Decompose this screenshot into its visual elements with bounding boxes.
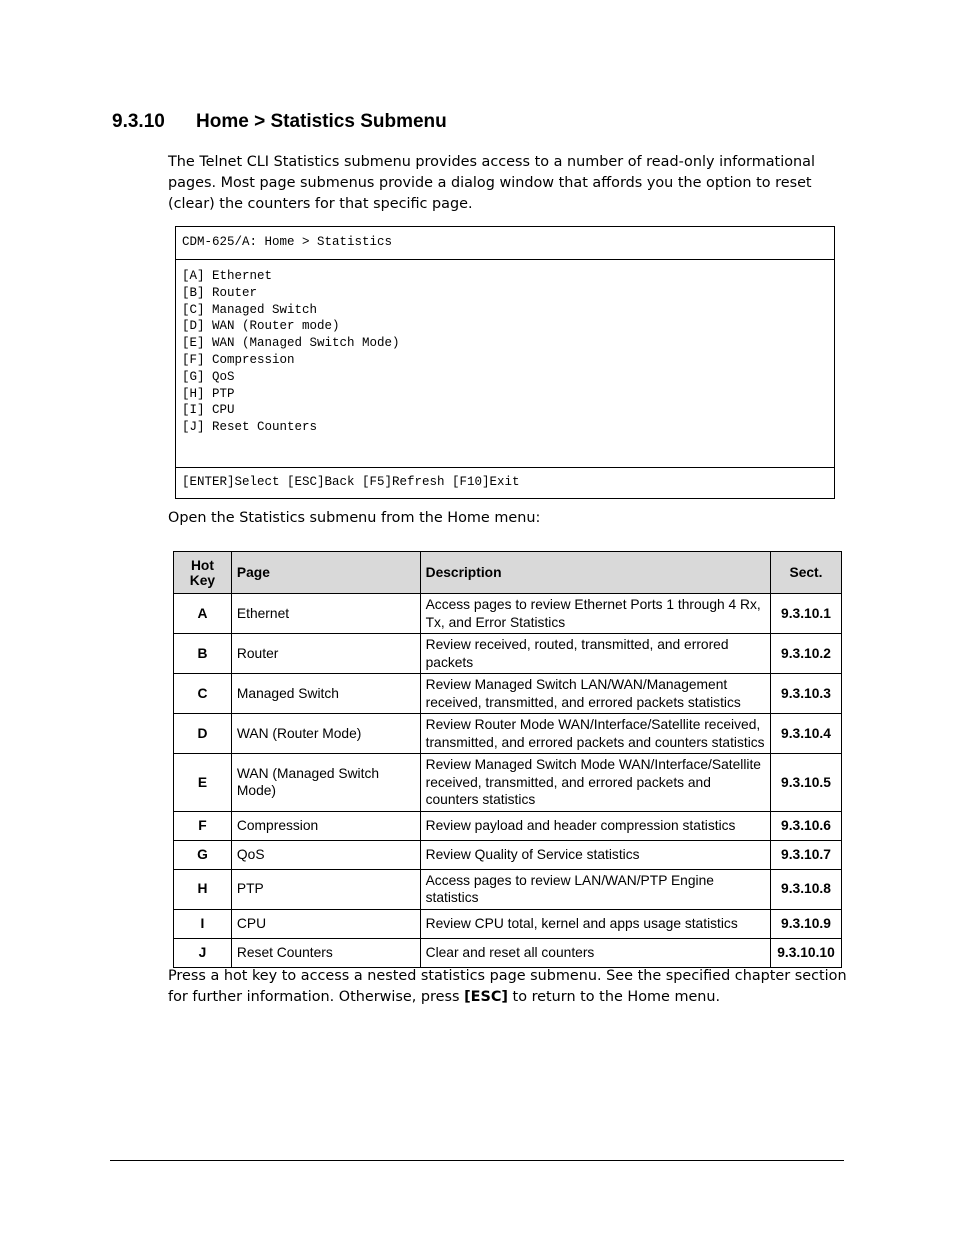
hot-key-cell: B [174, 634, 232, 674]
terminal-menu [176, 260, 834, 467]
hot-key-cell: J [174, 938, 232, 967]
page-cell: Compression [231, 811, 420, 840]
sect-cell: 9.3.10.4 [770, 714, 841, 754]
closing-text-before: Press a hot key to access a nested statistics page submenu. See the specified chapter section for further information. Otherwise, press [168, 968, 847, 1005]
table-row [174, 754, 842, 812]
hot-key-cell: F [174, 811, 232, 840]
table-row [174, 811, 842, 840]
table-row [174, 714, 842, 754]
description-cell: Review Managed Switch LAN/WAN/Management received, transmitted, and errored packets statistics [420, 674, 770, 714]
hot-key-cell: C [174, 674, 232, 714]
hot-key-cell: E [174, 754, 232, 812]
sect-cell: 9.3.10.1 [770, 594, 841, 634]
closing-paragraph [168, 966, 848, 1008]
page-cell: WAN (Router Mode) [231, 714, 420, 754]
header-sect: Sect. [770, 552, 841, 594]
page-cell: Reset Counters [231, 938, 420, 967]
intro-paragraph: The Telnet CLI Statistics submenu provides access to a number of read-only informational pages. Most page submenus provide a dialog window that affords you the option to reset (clear) the counters for that specific page. [168, 154, 815, 212]
section-number: 9.3.10 [112, 111, 165, 132]
terminal-menu-item: [D] WAN (Router mode) [182, 319, 340, 334]
description-cell: Review Managed Switch Mode WAN/Interface/Satellite received, transmitted, and errored packets and counters statistics [420, 754, 770, 812]
terminal-menu-item: [C] Managed Switch [182, 302, 318, 317]
terminal-menu-item: [A] Ethernet [182, 269, 273, 283]
hot-key-cell: I [174, 909, 232, 938]
terminal-menu-item: [B] Router [182, 285, 258, 300]
page-cell: QoS [231, 840, 420, 869]
section-heading [112, 111, 447, 133]
sect-cell: 9.3.10.8 [770, 869, 841, 909]
description-cell: Review received, routed, transmitted, and errored packets [420, 634, 770, 674]
hot-key-cell: A [174, 594, 232, 634]
table-row [174, 674, 842, 714]
terminal-menu-item: [J] Reset Counters [182, 420, 318, 435]
footer-rule [110, 1160, 844, 1161]
table-header-row [174, 552, 842, 594]
section-title: Home > Statistics Submenu [196, 111, 447, 132]
closing-text-after: to return to the Home menu. [507, 989, 721, 1005]
open-instruction: Open the Statistics submenu from the Home menu: [168, 510, 541, 526]
page-cell: WAN (Managed Switch Mode) [231, 754, 420, 812]
table-row [174, 634, 842, 674]
sect-cell: 9.3.10.9 [770, 909, 841, 938]
description-cell: Access pages to review LAN/WAN/PTP Engine statistics [420, 869, 770, 909]
page-cell: Router [231, 634, 420, 674]
terminal-menu-item: [I] CPU [182, 403, 235, 418]
terminal-title: CDM-625/A: Home > Statistics [176, 227, 834, 260]
description-cell: Review Quality of Service statistics [420, 840, 770, 869]
hot-key-cell: G [174, 840, 232, 869]
sect-cell: 9.3.10.7 [770, 840, 841, 869]
table-row [174, 938, 842, 967]
terminal-footer: [ENTER]Select [ESC]Back [F5]Refresh [F10]Exit [176, 467, 834, 499]
description-cell: Clear and reset all counters [420, 938, 770, 967]
description-cell: Review payload and header compression statistics [420, 811, 770, 840]
sect-cell: 9.3.10.2 [770, 634, 841, 674]
table-row [174, 594, 842, 634]
table-row [174, 869, 842, 909]
sect-cell: 9.3.10.6 [770, 811, 841, 840]
hotkey-table [173, 551, 842, 968]
terminal-menu-item: [F] Compression [182, 352, 295, 367]
description-cell: Review Router Mode WAN/Interface/Satellite received, transmitted, and errored packets and counters statistics [420, 714, 770, 754]
terminal-menu-item: [E] WAN (Managed Switch Mode) [182, 336, 400, 351]
header-description: Description [420, 552, 770, 594]
terminal-menu-item: [G] QoS [182, 369, 235, 384]
page-cell: Ethernet [231, 594, 420, 634]
header-page: Page [231, 552, 420, 594]
page-cell: Managed Switch [231, 674, 420, 714]
terminal-menu-item: [H] PTP [182, 386, 235, 401]
table-row [174, 840, 842, 869]
sect-cell: 9.3.10.5 [770, 754, 841, 812]
header-hot-key: Hot Key [174, 552, 232, 594]
esc-key-label: [ESC] [464, 989, 508, 1005]
sect-cell: 9.3.10.3 [770, 674, 841, 714]
page-cell: CPU [231, 909, 420, 938]
hot-key-cell: D [174, 714, 232, 754]
sect-cell: 9.3.10.10 [770, 938, 841, 967]
description-cell: Review CPU total, kernel and apps usage statistics [420, 909, 770, 938]
terminal-screen [175, 226, 835, 499]
table-row [174, 909, 842, 938]
description-cell: Access pages to review Ethernet Ports 1 through 4 Rx, Tx, and Error Statistics [420, 594, 770, 634]
hot-key-cell: H [174, 869, 232, 909]
page-cell: PTP [231, 869, 420, 909]
